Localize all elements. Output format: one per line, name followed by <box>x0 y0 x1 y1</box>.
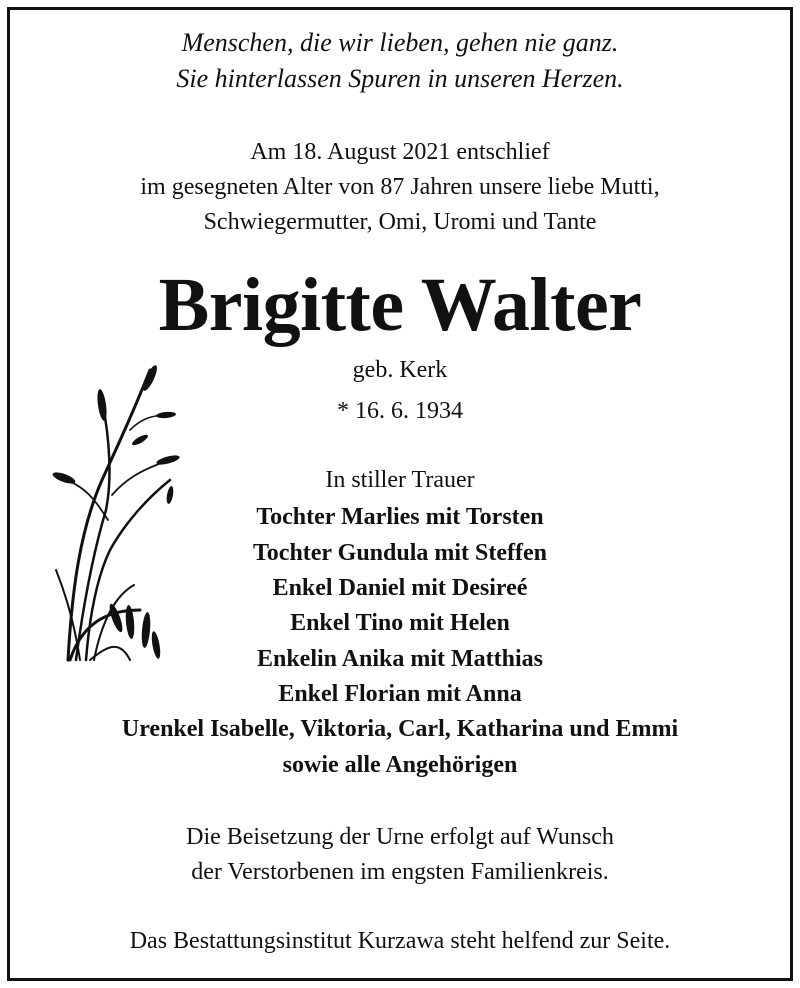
mourner-line: Enkel Tino mit Helen <box>290 610 510 636</box>
grass-stalk-icon <box>50 360 190 680</box>
burial-note-line-2: der Verstorbenen im engsten Familienkreis. <box>191 859 609 885</box>
motto-line-2: Sie hinterlassen Spuren in unseren Herzen. <box>176 64 624 93</box>
mourner-line: Tochter Gundula mit Steffen <box>252 540 548 566</box>
birth-name: geb. Kerk <box>352 357 448 383</box>
burial-note-line-1: Die Beisetzung der Urne erfolgt auf Wunsch <box>186 824 614 850</box>
funeral-home-footer: Das Bestattungsinstitut Kurzawa steht helfend zur Seite. <box>129 928 671 954</box>
announcement-line-1: Am 18. August 2021 entschlief <box>250 139 550 165</box>
mourner-line: sowie alle Angehörigen <box>282 752 518 778</box>
deceased-name: Brigitte Walter <box>158 263 642 347</box>
mourners-heading: In stiller Trauer <box>325 467 475 493</box>
motto-line-1: Menschen, die wir lieben, gehen nie ganz. <box>181 28 619 57</box>
announcement-line-3: Schwiegermutter, Omi, Uromi und Tante <box>203 209 597 235</box>
announcement-line-2: im gesegneten Alter von 87 Jahren unsere liebe Mutti, <box>140 174 660 200</box>
mourner-line: Urenkel Isabelle, Viktoria, Carl, Katharina und Emmi <box>121 716 679 742</box>
birth-date: * 16. 6. 1934 <box>337 398 463 424</box>
mourner-line: Enkel Florian mit Anna <box>278 681 522 707</box>
mourner-line: Enkelin Anika mit Matthias <box>256 646 544 672</box>
mourner-line: Enkel Daniel mit Desireé <box>272 575 528 601</box>
mourner-line: Tochter Marlies mit Torsten <box>256 504 544 530</box>
